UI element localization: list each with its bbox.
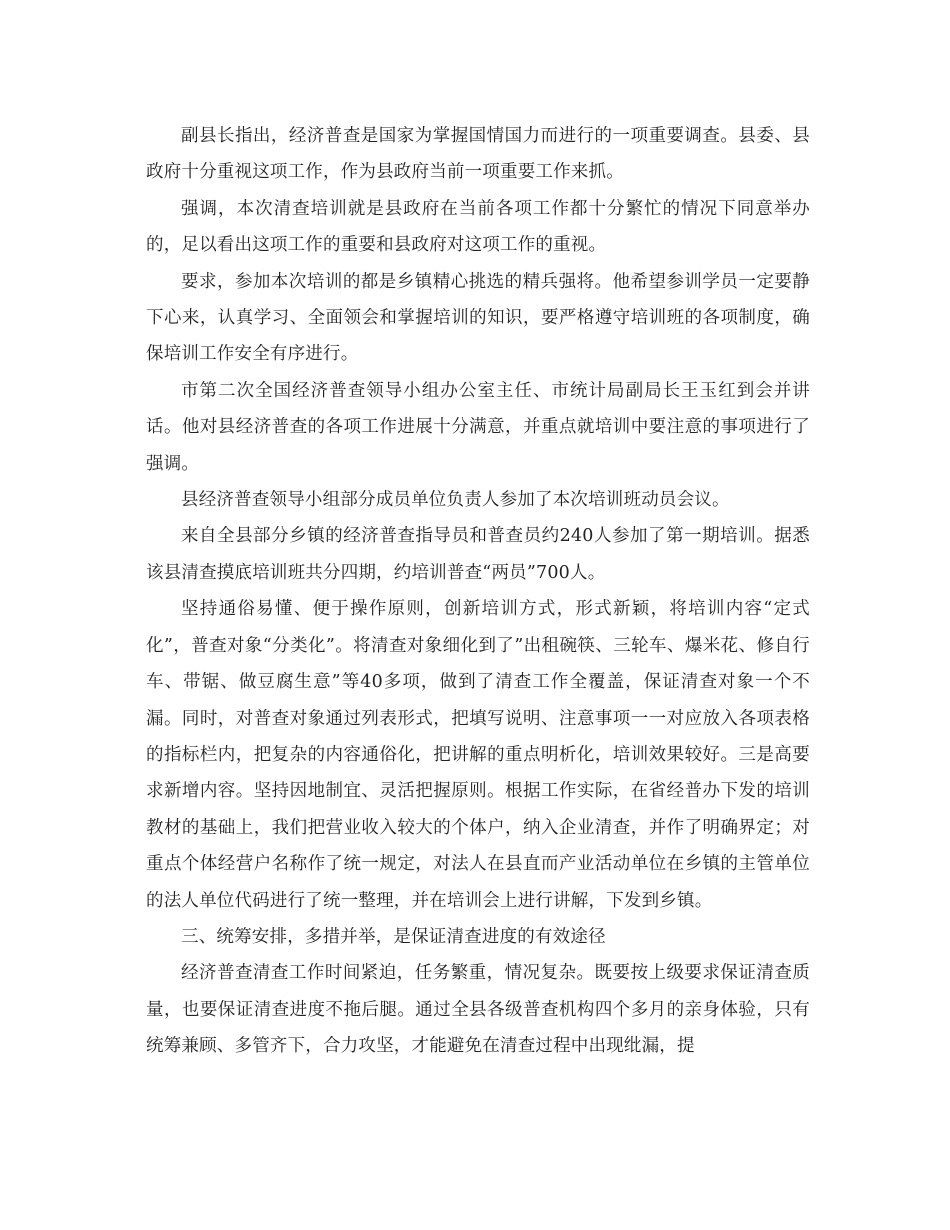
- paragraph-6: 来自全县部分乡镇的经济普查指导员和普查员约240人参加了第一期培训。据悉该县清查摸底培训班共分四期，约培训普查“两员”700人。: [146, 526, 810, 583]
- paragraph-7: 坚持通俗易懂、便于操作原则，创新培训方式，形式新颖，将培训内容“定式化”，普查对象“分类化”。将清查对象细化到了”出租碗筷、三轮车、爆米花、修自行车、带锯、做豆腐生意”等40多项，做到了清查工作全覆盖，保证清查对象一个不漏。同时，对普查对象通过列表形式，把填写说明、注意事项一一对应放入各项表格的指标栏内，把复杂的内容通俗化，把讲解的重点明析化，培训效果较好。三是高要求新增内容。坚持因地制宜、灵活把握原则。根据工作实际，在省经普办下发的培训教材的基础上，我们把营业收入较大的个体户，纳入企业清查，并作了明确界定；对重点个体经营户名称作了统一规定，对法人在县直而产业活动单位在乡镇的主管单位的法人单位代码进行了统一整理，并在培训会上进行讲解，下发到乡镇。: [146, 599, 810, 911]
- section-heading-3: 三、统筹安排，多措并举，是保证清查进度的有效途径: [181, 926, 606, 947]
- paragraph-8: 经济普查清查工作时间紧迫，任务繁重，情况复杂。既要按上级要求保证清查质量，也要保证清查进度不拖后腿。通过全县各级普查机构四个多月的亲身体验，只有统筹兼顾、多管齐下，合力攻坚，才能避免在清查过程中出现纰漏，提: [146, 963, 810, 1057]
- paragraph-4: 市第二次全国经济普查领导小组办公室主任、市统计局副局长王玉红到会并讲话。他对县经济普查的各项工作进展十分满意，并重点就培训中要注意的事项进行了强调。: [146, 380, 810, 474]
- paragraph-3: 要求，参加本次培训的都是乡镇精心挑选的精兵强将。他希望参训学员一定要静下心来，认真学习、全面领会和掌握培训的知识，要严格遵守培训班的各项制度，确保培训工作安全有序进行。: [146, 271, 810, 365]
- paragraph-1: 副县长指出，经济普查是国家为掌握国情国力而进行的一项重要调查。县委、县政府十分重视这项工作，作为县政府当前一项重要工作来抓。: [146, 126, 810, 183]
- paragraph-5: 县经济普查领导小组部分成员单位负责人参加了本次培训班动员会议。: [181, 490, 730, 511]
- document-body: [146, 118, 810, 1065]
- paragraph-2: 强调，本次清查培训就是县政府在当前各项工作都十分繁忙的情况下同意举办的，足以看出这项工作的重要和县政府对这项工作的重视。: [146, 198, 810, 256]
